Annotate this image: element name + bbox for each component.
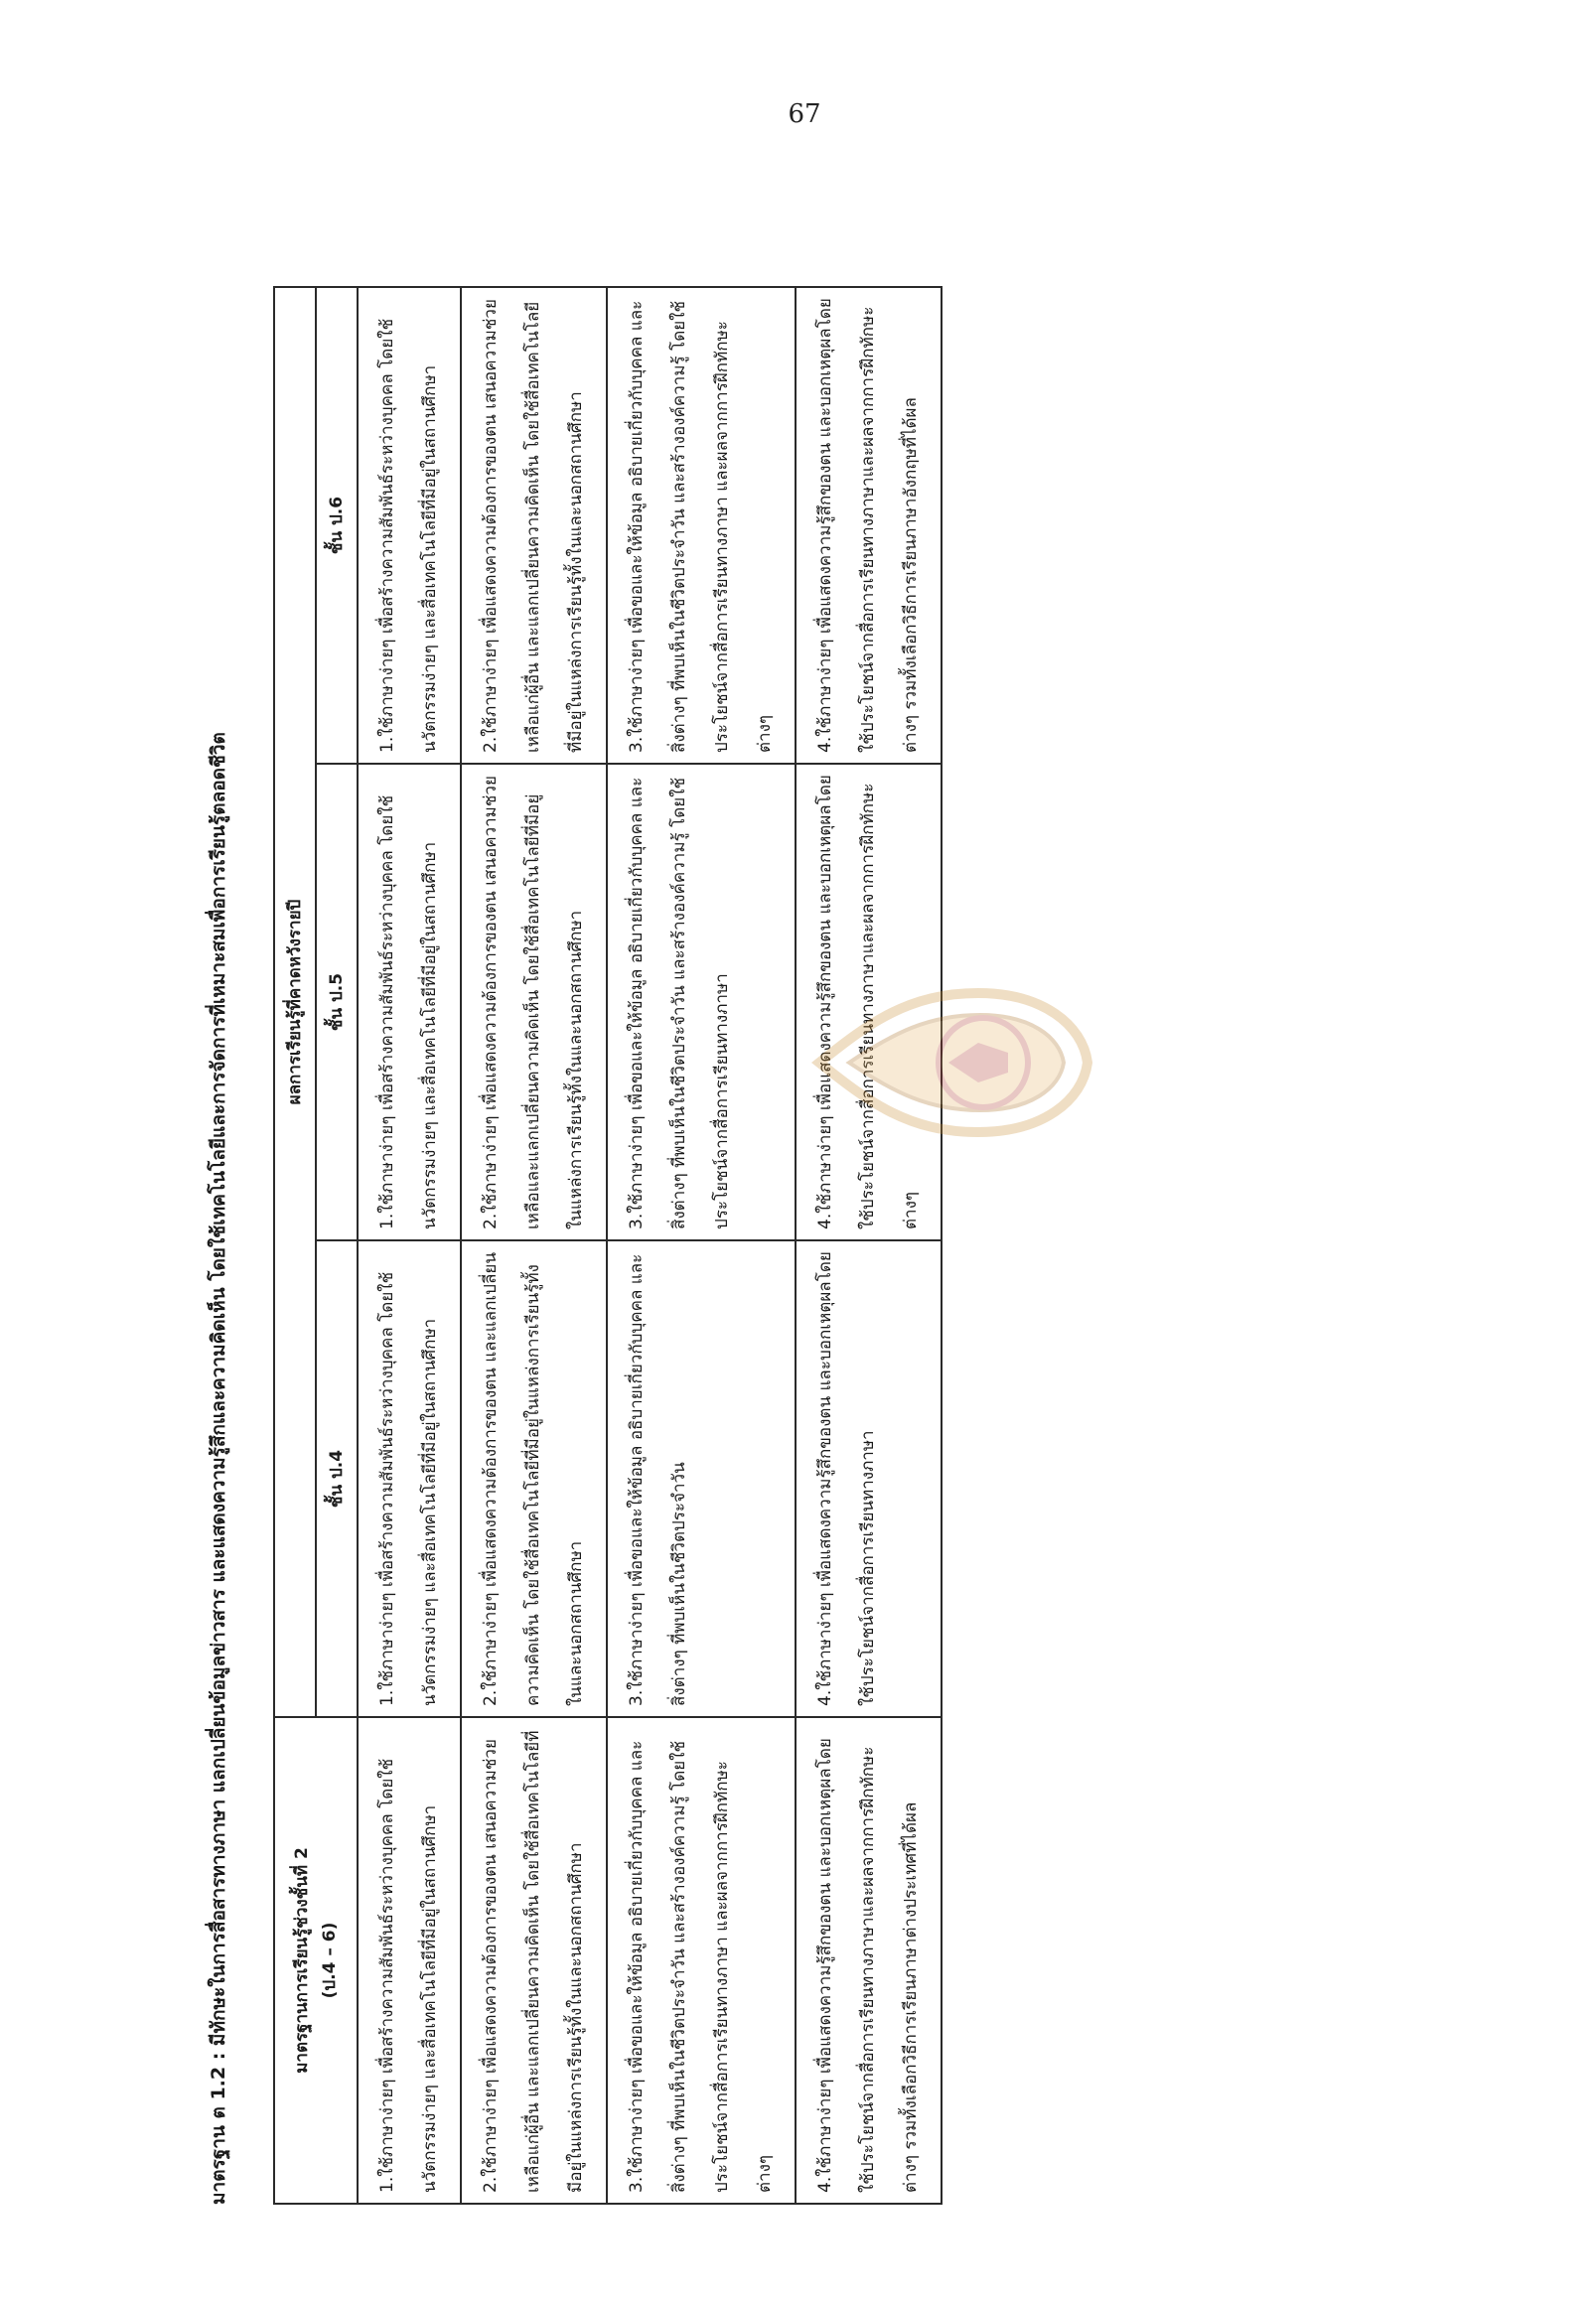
outcomes-header: ผลการเรียนรู้ที่คาดหวังรายปี bbox=[274, 287, 316, 1717]
grade-header-p4: ชั้น ป.4 bbox=[316, 1240, 358, 1717]
standard-cell: 3.ใช้ภาษาง่ายๆ เพื่อขอและให้ข้อมูล อธิบายเกี่ยวกับบุคคล และสิ่งต่างๆ ที่พบเห็นในชีวิตประจำวัน และสร้างองค์ความรู้ โดยใช้ประโยชน์จากสื่อการเรียนทางภาษา และผลจากการฝึกทักษะต่างๆ bbox=[607, 1717, 796, 2204]
standard-cell: 1.ใช้ภาษาง่ายๆ เพื่อสร้างความสัมพันธ์ระหว่างบุคคล โดยใช้นวัตกรรมง่ายๆ และสื่อเทคโนโลยีที่มีอยู่ในสถานศึกษา bbox=[358, 1717, 461, 2204]
p4-cell: 3.ใช้ภาษาง่ายๆ เพื่อขอและให้ข้อมูล อธิบายเกี่ยวกับบุคคล และสิ่งต่างๆ ที่พบเห็นในชีวิตประจำวัน bbox=[607, 1240, 796, 1717]
p4-cell: 1.ใช้ภาษาง่ายๆ เพื่อสร้างความสัมพันธ์ระหว่างบุคคล โดยใช้นวัตกรรมง่ายๆ และสื่อเทคโนโลยีที่มีอยู่ในสถานศึกษา bbox=[358, 1240, 461, 1717]
p6-cell: 3.ใช้ภาษาง่ายๆ เพื่อขอและให้ข้อมูล อธิบายเกี่ยวกับบุคคล และสิ่งต่างๆ ที่พบเห็นในชีวิตประจำวัน และสร้างองค์ความรู้ โดยใช้ประโยชน์จากสื่อการเรียนทางภาษา และผลจากการฝึกทักษะต่างๆ bbox=[607, 287, 796, 764]
grade-header-p5: ชั้น ป.5 bbox=[316, 764, 358, 1240]
standard-cell: 4.ใช้ภาษาง่ายๆ เพื่อแสดงความรู้สึกของตน และบอกเหตุผลโดยใช้ประโยชน์จากสื่อการเรียนทางภาษาและผลจากการฝึกทักษะต่างๆ รวมทั้งเลือกวิธีการเรียนภาษาต่างประเทศที่ได้ผล bbox=[796, 1717, 942, 2204]
p6-cell: 4.ใช้ภาษาง่ายๆ เพื่อแสดงความรู้สึกของตน และบอกเหตุผลโดยใช้ประโยชน์จากสื่อการเรียนทางภาษาและผลจากการฝึกทักษะต่างๆ รวมทั้งเลือกวิธีการเรียนภาษาอังกฤษที่ได้ผล bbox=[796, 287, 942, 764]
table-row bbox=[358, 287, 461, 2204]
p5-cell: 2.ใช้ภาษาง่ายๆ เพื่อแสดงความต้องการของตน เสนอความช่วยเหลือและแลกเปลี่ยนความคิดเห็น โดยใช้สื่อเทคโนโลยีที่มีอยู่ในแหล่งการเรียนรู้ทั้งในและนอกสถานศึกษา bbox=[461, 764, 607, 1240]
page-number: 67 bbox=[788, 99, 821, 129]
learning-standards-table bbox=[273, 286, 943, 2205]
table-header-row bbox=[274, 287, 316, 2204]
p5-cell: 4.ใช้ภาษาง่ายๆ เพื่อแสดงความรู้สึกของตน และบอกเหตุผลโดยใช้ประโยชน์จากสื่อการเรียนทางภาษาและผลจากการฝึกทักษะต่างๆ bbox=[796, 764, 942, 1240]
table-row bbox=[461, 287, 607, 2204]
p6-cell: 2.ใช้ภาษาง่ายๆ เพื่อแสดงความต้องการของตน เสนอความช่วยเหลือแก่ผู้อื่น และแลกเปลี่ยนความคิดเห็น โดยใช้สื่อเทคโนโลยีที่มีอยู่ในแหล่งการเรียนรู้ทั้งในและนอกสถานศึกษา bbox=[461, 287, 607, 764]
p5-cell: 1.ใช้ภาษาง่ายๆ เพื่อสร้างความสัมพันธ์ระหว่างบุคคล โดยใช้นวัตกรรมง่ายๆ และสื่อเทคโนโลยีที่มีอยู่ในสถานศึกษา bbox=[358, 764, 461, 1240]
p4-cell: 2.ใช้ภาษาง่ายๆ เพื่อแสดงความต้องการของตน และแลกเปลี่ยนความคิดเห็น โดยใช้สื่อเทคโนโลยีที่มีอยู่ในแหล่งการเรียนรู้ทั้งในและนอกสถานศึกษา bbox=[461, 1240, 607, 1717]
p6-cell: 1.ใช้ภาษาง่ายๆ เพื่อสร้างความสัมพันธ์ระหว่างบุคคล โดยใช้นวัตกรรมง่ายๆ และสื่อเทคโนโลยีที่มีอยู่ในสถานศึกษา bbox=[358, 287, 461, 764]
standard-title: มาตรฐาน ต 1.2 : มีทักษะในการสื่อสารทางภาษา แลกเปลี่ยนข้อมูลข่าวสาร และแสดงความรู้สึกและความคิดเห็น โดยใช้เทคโนโลยีและการจัดการที่เหมาะสมเพื่อการเรียนรู้ตลอดชีวิต bbox=[208, 732, 229, 2205]
p5-cell: 3.ใช้ภาษาง่ายๆ เพื่อขอและให้ข้อมูล อธิบายเกี่ยวกับบุคคล และสิ่งต่างๆ ที่พบเห็นในชีวิตประจำวัน และสร้างองค์ความรู้ โดยใช้ประโยชน์จากสื่อการเรียนทางภาษา bbox=[607, 764, 796, 1240]
table-row bbox=[607, 287, 796, 2204]
rotated-page-content bbox=[194, 288, 1227, 2205]
table-row bbox=[796, 287, 942, 2204]
standard-column-header bbox=[274, 1717, 358, 2204]
standard-header-line1: มาตรฐานการเรียนรู้ช่วงชั้นที่ 2 bbox=[292, 1847, 312, 2074]
standard-header-line2: (ป.4 – 6) bbox=[320, 1922, 340, 1999]
grade-header-p6: ชั้น ป.6 bbox=[316, 287, 358, 764]
standard-cell: 2.ใช้ภาษาง่ายๆ เพื่อแสดงความต้องการของตน เสนอความช่วยเหลือแก่ผู้อื่น และแลกเปลี่ยนความคิดเห็น โดยใช้สื่อเทคโนโลยีที่มีอยู่ในแหล่งการเรียนรู้ทั้งในและนอกสถานศึกษา bbox=[461, 1717, 607, 2204]
p4-cell: 4.ใช้ภาษาง่ายๆ เพื่อแสดงความรู้สึกของตน และบอกเหตุผลโดยใช้ประโยชน์จากสื่อการเรียนทางภาษา bbox=[796, 1240, 942, 1717]
